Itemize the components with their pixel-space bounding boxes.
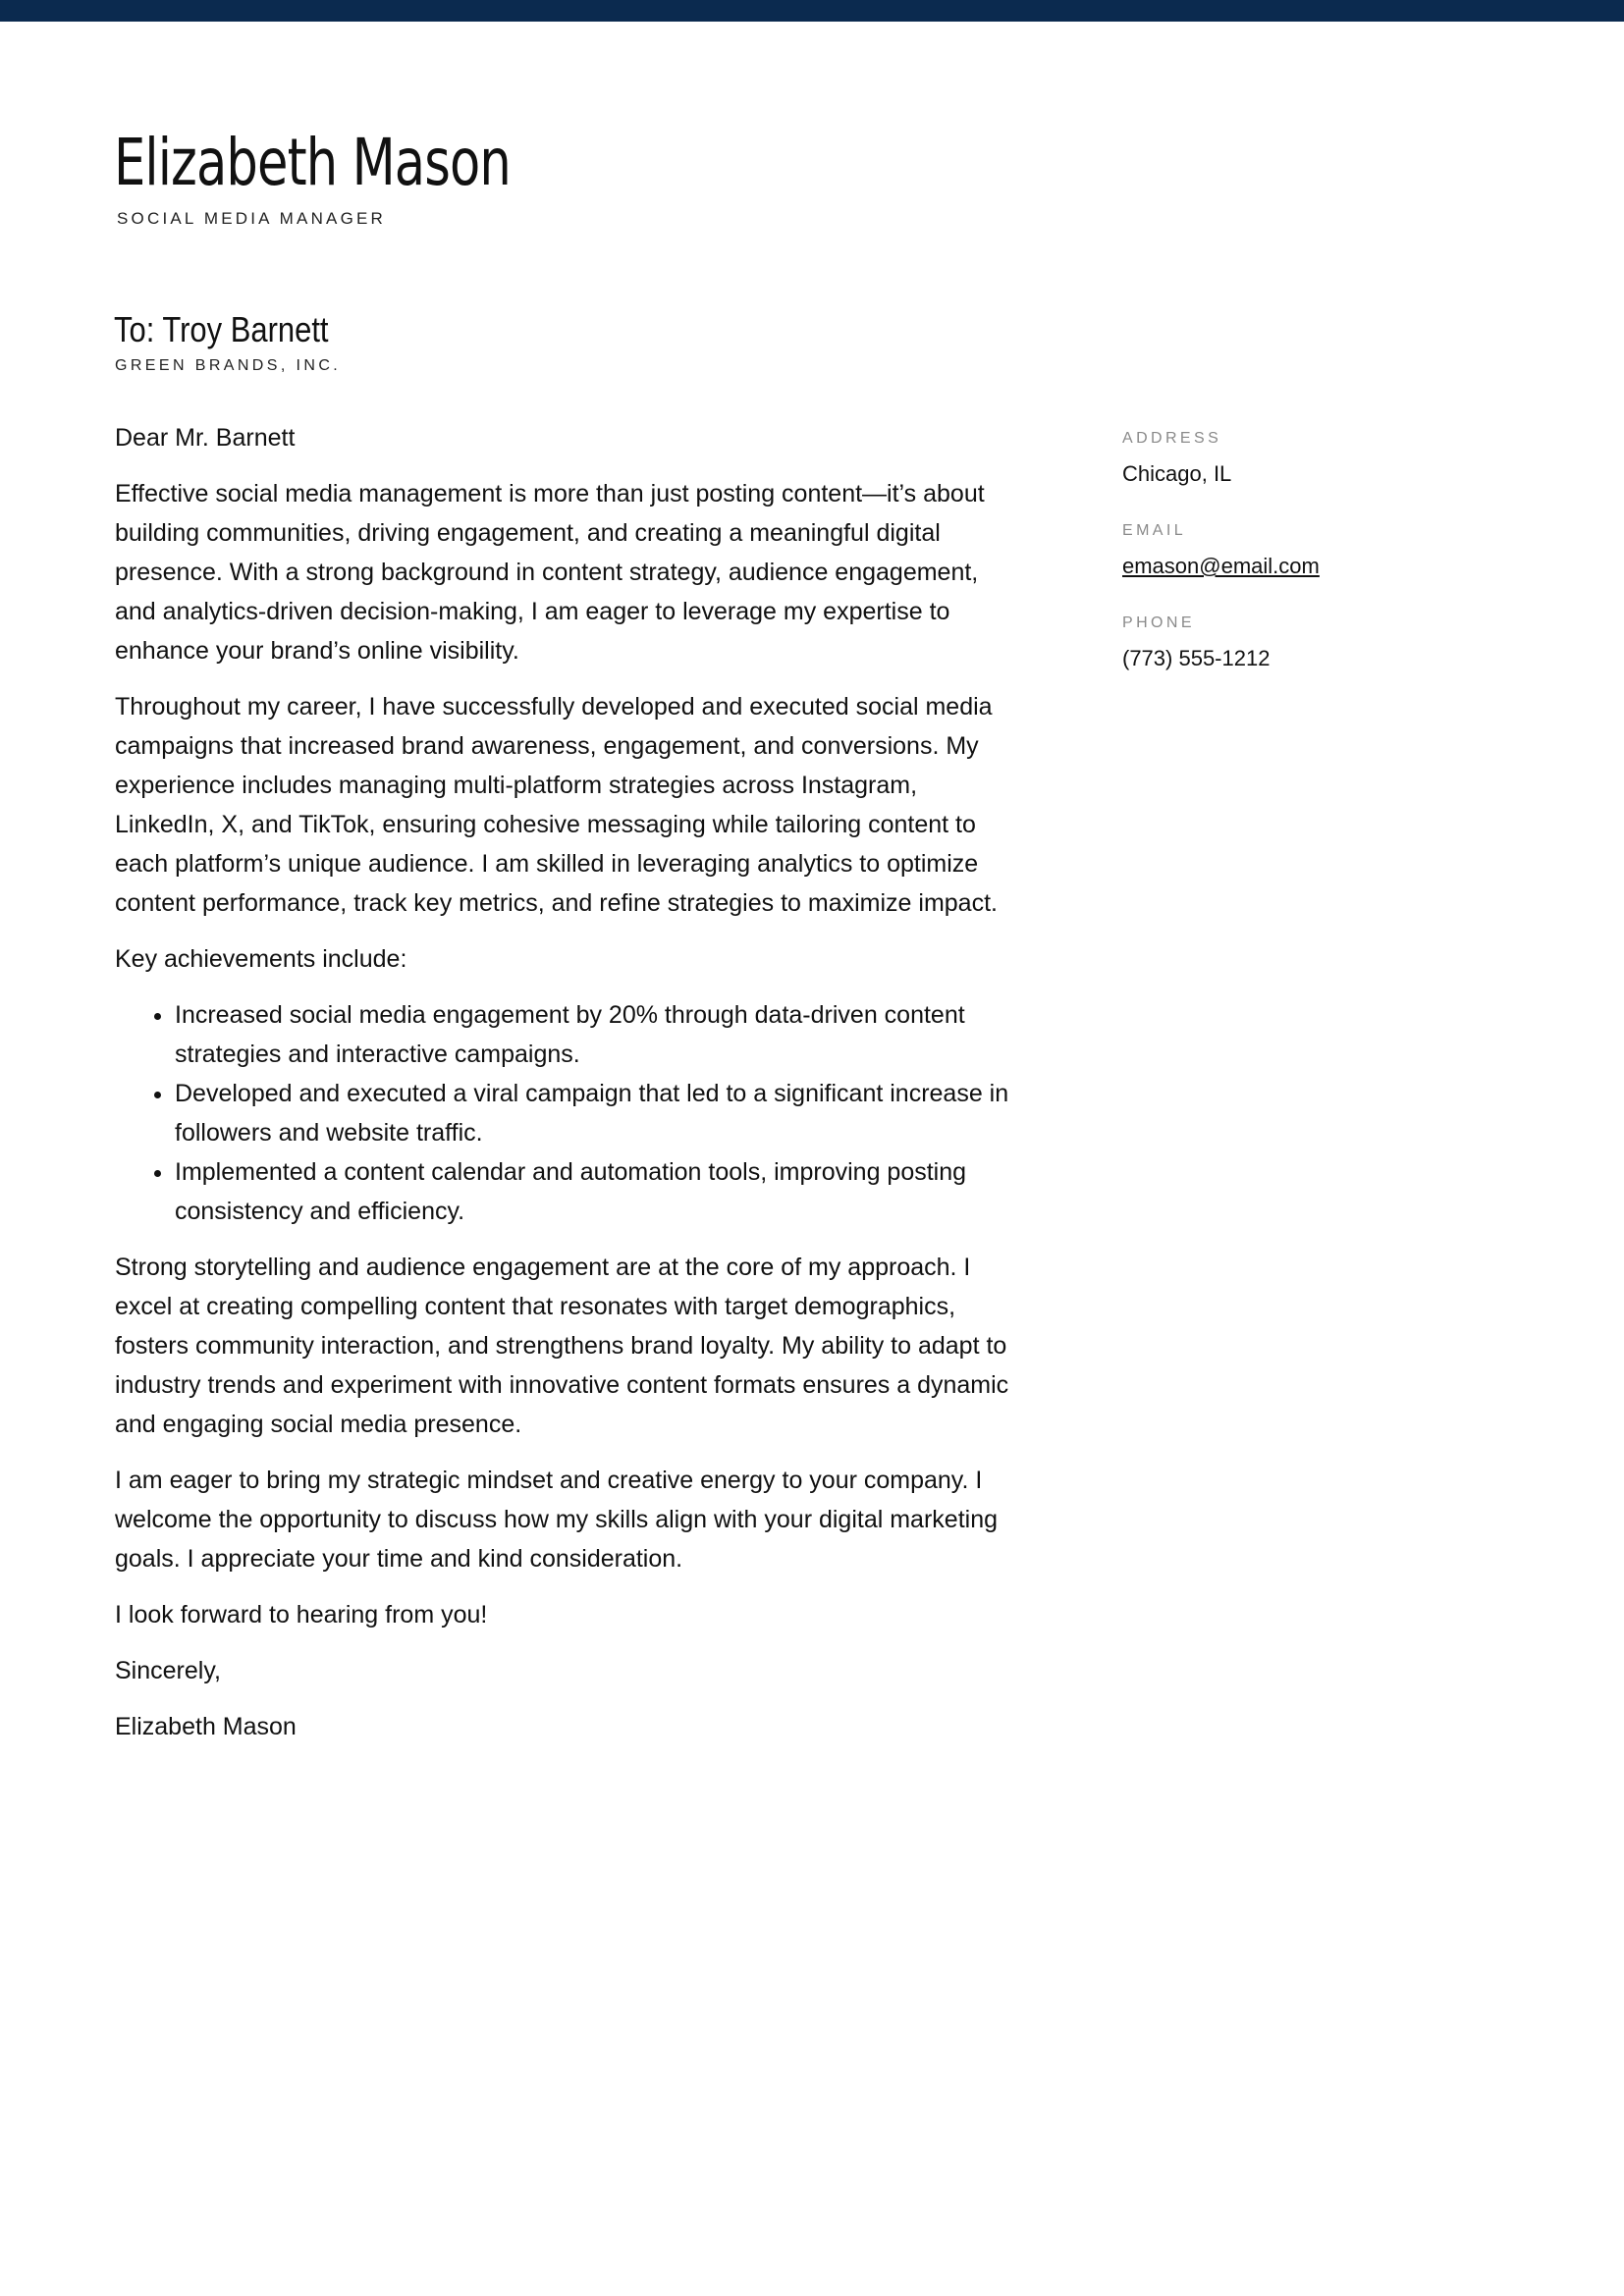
paragraph-achievements-heading: Key achievements include: (115, 945, 407, 973)
applicant-name: Elizabeth Mason (114, 125, 511, 200)
achievement-item: • Increased social media engagement by 20% through data-driven content strategies and interactive campaigns. (175, 995, 1018, 1074)
letter-body (115, 418, 1018, 1763)
recipient-company: GREEN BRANDS, INC. (115, 357, 342, 374)
paragraph-eager: I am eager to bring my strategic mindset and creative energy to your company. I welcome the opportunity to discuss how my skills align with your digital marketing goals. I appreciate your time and kind consideration. (115, 1467, 998, 1573)
top-accent-bar (0, 0, 1624, 22)
achievements-list (115, 995, 1018, 1231)
paragraph-experience: Throughout my career, I have successfully developed and executed social media campaigns that increased brand awareness, engagement, and conversions. My experience includes managing multi-platform strategies across Instagram, LinkedIn, X, and TikTok, ensuring cohesive messaging while tailoring content to each platform’s unique audience. I am skilled in leveraging analytics to optimize content performance, track key metrics, and refine strategies to maximize impact. (115, 693, 998, 917)
signoff: Sincerely, (115, 1657, 221, 1684)
email-label: EMAIL (1122, 522, 1187, 539)
recipient-name: To: Troy Barnett (114, 309, 329, 349)
phone-label: PHONE (1122, 614, 1195, 631)
address-label: ADDRESS (1122, 430, 1222, 447)
contact-sidebar (1122, 428, 1535, 705)
applicant-job-title: SOCIAL MEDIA MANAGER (117, 209, 387, 228)
achievement-item: • Developed and executed a viral campaign that led to a significant increase in followers and website traffic. (175, 1074, 1018, 1152)
paragraph-look-forward: I look forward to hearing from you! (115, 1601, 488, 1629)
paragraph-intro: Effective social media management is more than just posting content—it’s about building communities, driving engagement, and creating a meaningful digital presence. With a strong background in content strategy, audience engagement, and analytics-driven decision-making, I am eager to leverage my expertise to enhance your brand’s online visibility. (115, 480, 985, 665)
paragraph-approach: Strong storytelling and audience engagement are at the core of my approach. I excel at creating compelling content that resonates with target demographics, fosters community interaction, and strengthens brand loyalty. My ability to adapt to industry trends and experiment with innovative content formats ensures a dynamic and engaging social media presence. (115, 1254, 1009, 1438)
phone-value: (773) 555-1212 (1122, 646, 1271, 670)
greeting: Dear Mr. Barnett (115, 424, 296, 452)
achievement-item: • Implemented a content calendar and automation tools, improving posting consistency and efficiency. (175, 1152, 1018, 1231)
address-value: Chicago, IL (1122, 461, 1232, 486)
signature: Elizabeth Mason (115, 1713, 297, 1740)
email-link[interactable]: emason@email.com (1122, 554, 1320, 578)
